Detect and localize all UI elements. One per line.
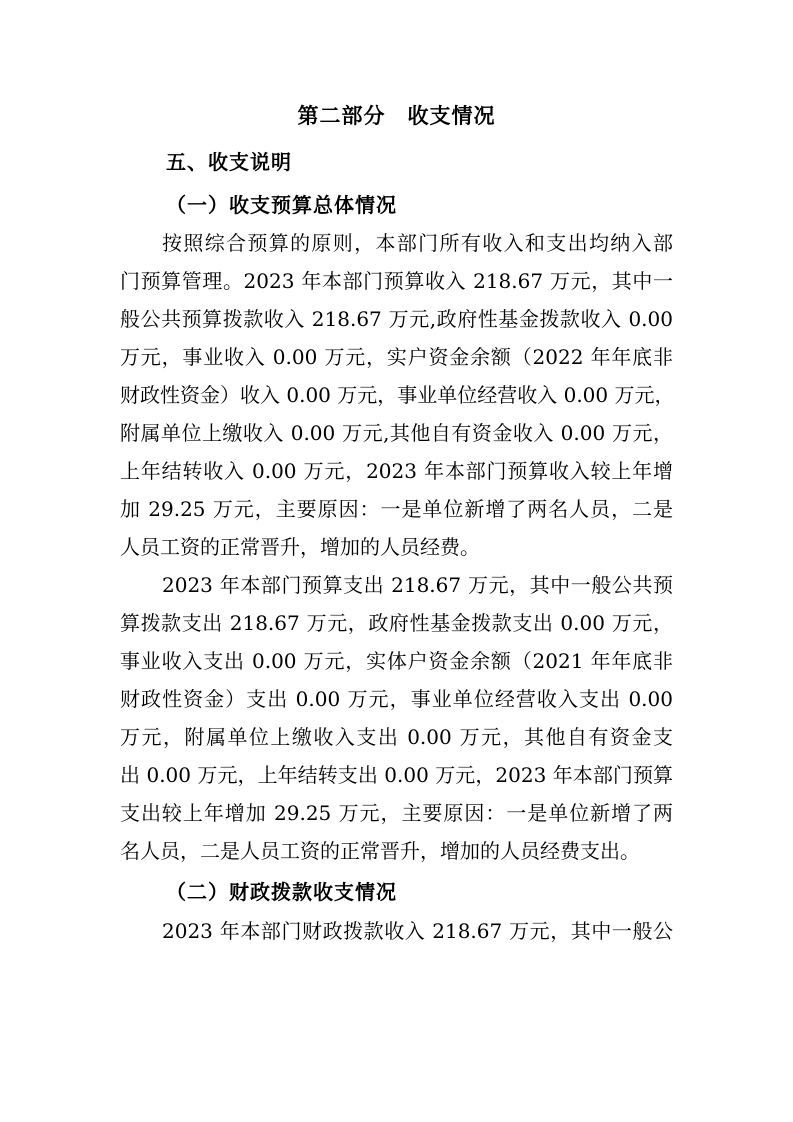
paragraph-line: 2023 年本部门预算支出 218.67 万元，其中一般公共预 — [162, 573, 673, 597]
paragraph-line: 算拨款支出 218.67 万元，政府性基金拨款支出 0.00 万元， — [120, 611, 673, 635]
paragraph-line: 财政性资金）收入 0.00 万元，事业单位经营收入 0.00 万元， — [120, 383, 675, 407]
paragraph-line: 万元，事业收入 0.00 万元，实户资金余额（2022 年年底非 — [120, 345, 673, 369]
paragraph-line: 支出较上年增加 29.25 万元，主要原因：一是单位新增了两 — [120, 801, 673, 825]
page-title — [0, 100, 793, 130]
paragraph-line: 财政性资金）支出 0.00 万元，事业单位经营收入支出 0.00 — [120, 687, 673, 711]
paragraph-line: 名人员，二是人员工资的正常晋升，增加的人员经费支出。 — [120, 839, 640, 863]
paragraph-line: 般公共预算拨款收入 218.67 万元,政府性基金拨款收入 0.00 — [120, 307, 673, 331]
paragraph-line: 事业收入支出 0.00 万元，实体户资金余额（2021 年年底非 — [120, 649, 673, 673]
paragraph-line: 出 0.00 万元，上年结转支出 0.00 万元，2023 年本部门预算 — [120, 763, 673, 787]
section-heading: 五、收支说明 — [166, 150, 292, 174]
paragraph-line: 门预算管理。2023 年本部门预算收入 218.67 万元，其中一 — [120, 269, 673, 293]
paragraph-line: 附属单位上缴收入 0.00 万元,其他自有资金收入 0.00 万元， — [120, 421, 673, 445]
subsection-heading-1: （一）收支预算总体情况 — [166, 193, 397, 217]
subsection-heading-2: （二）财政拨款收支情况 — [166, 880, 397, 904]
title-part: 第二部分 — [297, 104, 386, 128]
paragraph-line: 加 29.25 万元，主要原因：一是单位新增了两名人员，二是 — [120, 497, 673, 521]
paragraph-line: 上年结转收入 0.00 万元，2023 年本部门预算收入较上年增 — [120, 459, 673, 483]
paragraph-line: 人员工资的正常晋升，增加的人员经费。 — [120, 535, 480, 559]
title-topic: 收支情况 — [407, 104, 496, 128]
paragraph-line: 万元，附属单位上缴收入支出 0.00 万元，其他自有资金支 — [120, 725, 673, 749]
paragraph-line: 按照综合预算的原则，本部门所有收入和支出均纳入部 — [162, 231, 673, 255]
paragraph-line: 2023 年本部门财政拨款收入 218.67 万元，其中一般公 — [162, 919, 673, 943]
